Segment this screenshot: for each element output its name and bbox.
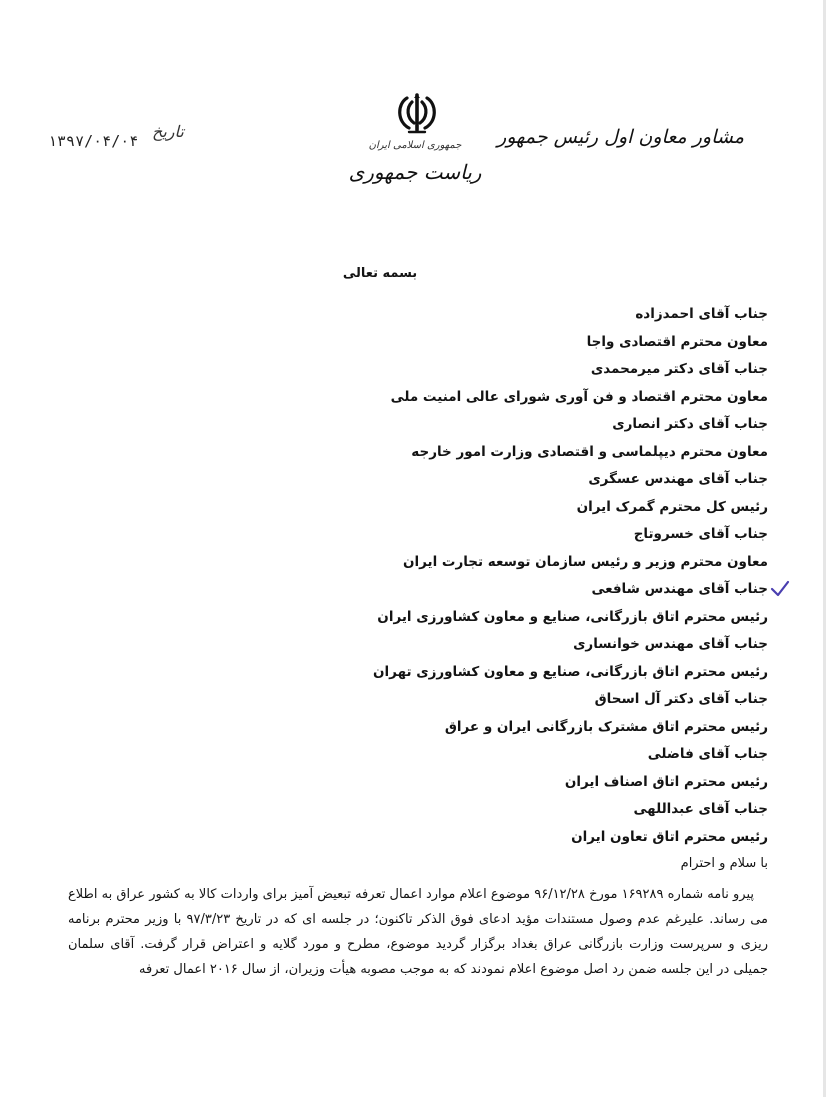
salutation: با سلام و احترام bbox=[680, 856, 768, 871]
letter-date: ۱۳۹۷/۰۴/۰۴ bbox=[48, 132, 139, 150]
recipient-line: جناب آقای دکتر انصاری bbox=[612, 416, 768, 432]
iran-emblem-icon bbox=[393, 92, 441, 136]
recipient-line: رئیس محترم اتاق بازرگانی، صنایع و معاون کشاورزی تهران bbox=[373, 663, 768, 680]
recipient-line: جناب آقای دکتر میرمحمدی bbox=[590, 361, 768, 377]
recipient-text: جناب آقای مهندس شافعی bbox=[591, 581, 768, 597]
recipient-line: جناب آقای مهندس خوانساری bbox=[573, 636, 768, 652]
recipient-line: رئیس محترم اتاق مشترک بازرگانی ایران و عراق bbox=[444, 718, 768, 735]
org-subtitle: جمهوری اسلامی ایران bbox=[368, 140, 462, 151]
org-title: ریاست جمهوری bbox=[348, 160, 482, 184]
recipient-line: جناب آقای مهندس عسگری bbox=[588, 471, 768, 487]
bismillah-heading: بسمه تعالی bbox=[342, 266, 418, 281]
recipient-line: رئیس محترم اتاق اصناف ایران bbox=[564, 773, 768, 790]
checkmark-icon bbox=[770, 580, 790, 598]
recipient-line: معاون محترم دیپلماسی و اقتصادی وزارت امور خارجه bbox=[411, 443, 768, 460]
recipient-line: رئیس محترم اتاق تعاون ایران bbox=[571, 828, 768, 845]
recipient-line: جناب آقای فاضلی bbox=[647, 746, 768, 762]
recipient-line: معاون محترم اقتصاد و فن آوری شورای عالی امنیت ملی bbox=[390, 388, 768, 405]
letter-body: پیرو نامه شماره ۱۶۹۲۸۹ مورخ ۹۶/۱۲/۲۸ موضوع اعلام موارد اعمال تعرفه تبعیض آمیز برای واردات کالا به کشور عراق به اطلاع می رساند. علیرغم عدم وصول مستندات مؤید ادعای فوق الذکر تاکنون؛ در جلسه ای که در تاریخ ۹۷/۳/۲۳ با وزیر محترم برنامه ریزی و سرپرست وزارت بازرگانی عراق بغداد برگزار گردید موضوع، مطرح و مورد گلایه و اعتراض قرار گرفت. آقای سلمان جمیلی در این جلسه ضمن رد اصل موضوع اعلام نمودند که به موجب مصوبه هیأت وزیران، از سال ۲۰۱۶ اعمال تعرفه bbox=[68, 887, 768, 977]
recipient-line: رئیس محترم اتاق بازرگانی، صنایع و معاون کشاورزی ایران bbox=[377, 608, 768, 625]
recipient-line: معاون محترم وزیر و رئیس سازمان توسعه تجارت ایران bbox=[402, 553, 768, 570]
sender-title: مشاور معاون اول رئیس جمهور bbox=[497, 126, 744, 148]
recipient-line: معاون محترم اقتصادی واجا bbox=[586, 333, 768, 350]
date-label: تاریخ bbox=[152, 122, 184, 141]
recipient-line: جناب آقای عبداللهی bbox=[633, 801, 768, 817]
recipient-line: جناب آقای دکتر آل اسحاق bbox=[594, 691, 768, 707]
recipient-line: جناب آقای خسروتاج bbox=[633, 526, 768, 542]
recipient-line-checked bbox=[208, 576, 768, 604]
recipient-line: جناب آقای احمدزاده bbox=[635, 306, 768, 322]
recipient-line: رئیس کل محترم گمرک ایران bbox=[576, 498, 768, 515]
recipient-list bbox=[208, 301, 768, 851]
